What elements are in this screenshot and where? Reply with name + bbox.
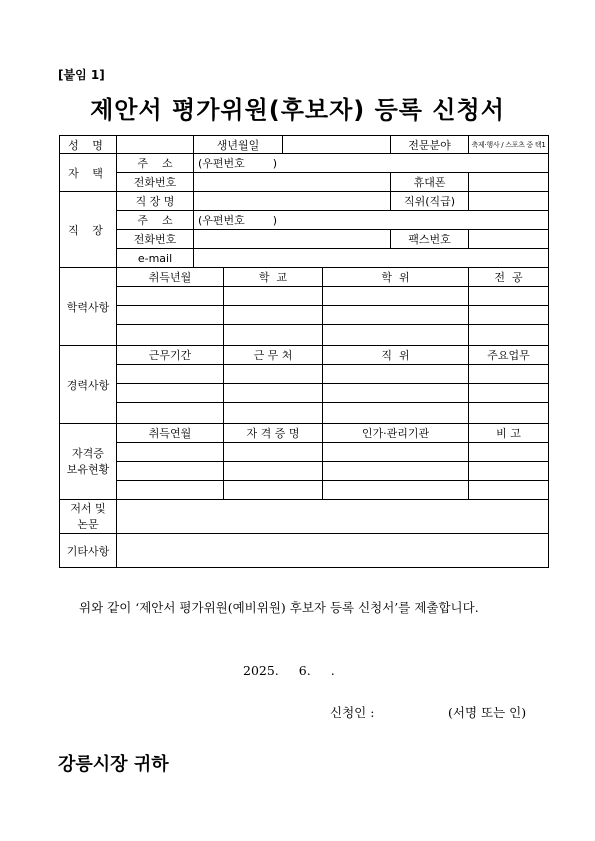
publications-field[interactable]	[117, 500, 549, 534]
education-cell[interactable]	[469, 325, 549, 346]
education-cell[interactable]	[224, 325, 323, 346]
career-header-workplace: 근 무 처	[224, 346, 323, 365]
home-phone-field[interactable]	[194, 173, 391, 192]
education-cell[interactable]	[117, 306, 224, 325]
career-cell[interactable]	[117, 403, 224, 424]
education-cell[interactable]	[224, 306, 323, 325]
email-field[interactable]	[194, 249, 549, 268]
name-field[interactable]	[117, 136, 194, 154]
career-header-duties: 주요업무	[469, 346, 549, 365]
license-cell[interactable]	[323, 443, 469, 462]
license-cell[interactable]	[117, 462, 224, 481]
signature-label: (서명 또는 인)	[448, 705, 527, 720]
education-cell[interactable]	[117, 287, 224, 306]
fax-field[interactable]	[469, 230, 549, 249]
license-cell[interactable]	[224, 462, 323, 481]
education-cell[interactable]	[323, 306, 469, 325]
career-cell[interactable]	[224, 403, 323, 424]
statement-text: 위와 같이 ‘제안서 평가위원(예비위원) 후보자 등록 신청서’를 제출합니다.	[79, 600, 479, 615]
license-cell[interactable]	[323, 481, 469, 500]
specialty-label: 전문분야	[391, 136, 469, 154]
license-cell[interactable]	[469, 443, 549, 462]
career-cell[interactable]	[323, 365, 469, 384]
work-phone-label: 전화번호	[117, 230, 194, 249]
license-cell[interactable]	[469, 481, 549, 500]
publications-label-line1: 저서 및	[70, 501, 106, 515]
license-label-line1: 자격증	[72, 446, 104, 460]
home-address-field[interactable]: (우편번호 )	[194, 154, 549, 173]
education-cell[interactable]	[224, 287, 323, 306]
license-header-date: 취득연월	[117, 424, 224, 443]
home-label: 자 택	[60, 154, 117, 192]
career-cell[interactable]	[224, 384, 323, 403]
education-cell[interactable]	[469, 306, 549, 325]
education-cell[interactable]	[117, 325, 224, 346]
license-cell[interactable]	[117, 443, 224, 462]
career-header-period: 근무기간	[117, 346, 224, 365]
license-cell[interactable]	[224, 481, 323, 500]
work-phone-field[interactable]	[194, 230, 391, 249]
date-month: 6.	[298, 663, 311, 678]
date-day: .	[330, 663, 335, 678]
work-label: 직 장	[60, 192, 117, 268]
career-cell[interactable]	[323, 403, 469, 424]
career-cell[interactable]	[117, 365, 224, 384]
birthdate-label: 생년월일	[194, 136, 283, 154]
career-cell[interactable]	[469, 384, 549, 403]
career-cell[interactable]	[469, 403, 549, 424]
workplace-name-field[interactable]	[194, 192, 391, 211]
date-line	[243, 663, 355, 678]
work-address-field[interactable]: (우편번호 )	[194, 211, 549, 230]
education-header-major: 전 공	[469, 268, 549, 287]
education-header-date: 취득년월	[117, 268, 224, 287]
license-cell[interactable]	[224, 443, 323, 462]
date-year: 2025.	[243, 663, 279, 678]
license-label-line2: 보유현황	[66, 462, 110, 476]
license-header-authority: 인가·관리기관	[323, 424, 469, 443]
career-cell[interactable]	[469, 365, 549, 384]
other-label: 기타사항	[60, 534, 117, 568]
addressee: 강릉시장 귀하	[58, 754, 169, 775]
education-cell[interactable]	[469, 287, 549, 306]
home-address-label: 주 소	[117, 154, 194, 173]
work-address-label: 주 소	[117, 211, 194, 230]
other-field[interactable]	[117, 534, 549, 568]
specialty-options: 축제·행사 / 스포츠 중 택1	[469, 136, 549, 154]
application-form-table	[59, 135, 549, 568]
license-cell[interactable]	[323, 462, 469, 481]
applicant-label: 신청인 :	[330, 705, 375, 720]
mobile-label: 휴대폰	[391, 173, 469, 192]
license-cell[interactable]	[117, 481, 224, 500]
license-cell[interactable]	[469, 462, 549, 481]
license-label	[60, 424, 117, 500]
page-title: 제안서 평가위원(후보자) 등록 신청서	[90, 96, 505, 124]
license-header-name: 자 격 증 명	[224, 424, 323, 443]
workplace-name-label: 직 장 명	[117, 192, 194, 211]
attachment-label: [붙임 1]	[58, 68, 105, 82]
job-title-field[interactable]	[469, 192, 549, 211]
job-title-label: 직위(직급)	[391, 192, 469, 211]
career-label: 경력사항	[60, 346, 117, 424]
career-header-position: 직 위	[323, 346, 469, 365]
home-phone-label: 전화번호	[117, 173, 194, 192]
education-header-school: 학 교	[224, 268, 323, 287]
education-cell[interactable]	[323, 325, 469, 346]
license-header-note: 비 고	[469, 424, 549, 443]
email-label: e-mail	[117, 249, 194, 268]
career-cell[interactable]	[323, 384, 469, 403]
birthdate-field[interactable]	[283, 136, 391, 154]
name-label: 성 명	[60, 136, 117, 154]
fax-label: 팩스번호	[391, 230, 469, 249]
education-label: 학력사항	[60, 268, 117, 346]
education-cell[interactable]	[323, 287, 469, 306]
career-cell[interactable]	[117, 384, 224, 403]
publications-label-line2: 논문	[77, 517, 99, 531]
mobile-field[interactable]	[469, 173, 549, 192]
education-header-degree: 학 위	[323, 268, 469, 287]
publications-label	[60, 500, 117, 534]
career-cell[interactable]	[224, 365, 323, 384]
